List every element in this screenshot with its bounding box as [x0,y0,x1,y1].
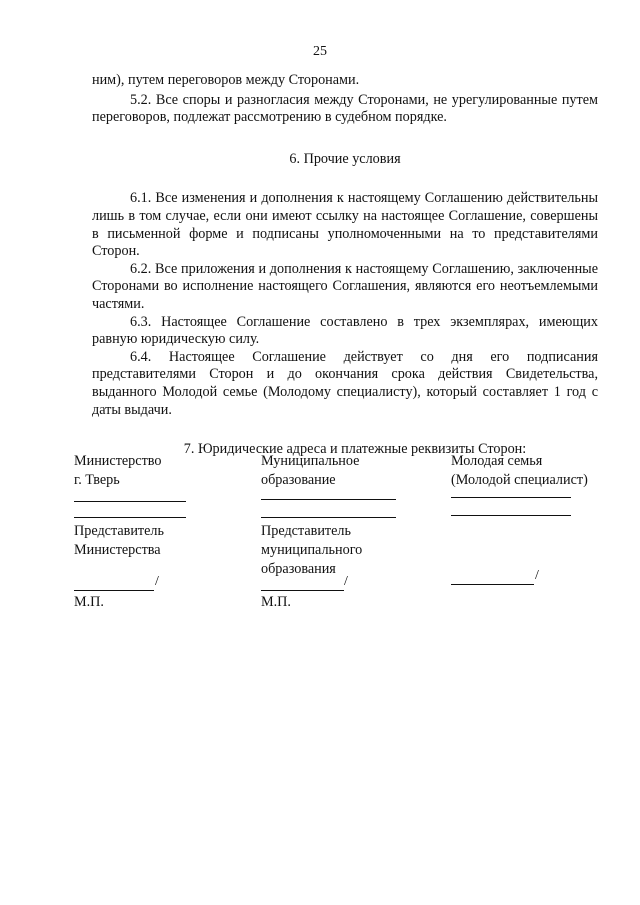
document-body [92,72,598,459]
family-requisites-line-2 [451,515,571,516]
ministry-rep-line1: Представитель [74,523,164,539]
paragraph-6-1: 6.1. Все изменения и дополнения к настоящему Соглашению действительны лишь в том случае, если они имеют ссылку на настоящее Соглашение, совершены в письменной форме и подписаны уполномоченными на то представителями Сторон. [92,190,598,260]
page-number: 25 [313,44,327,59]
section-6-heading: 6. Прочие условия [289,150,401,167]
paragraph-6-2: 6.2. Все приложения и дополнения к настоящему Соглашению, заключенные Сторонами во исполнение настоящего Соглашения, являются его неотъемлемыми частями. [92,260,598,312]
paragraph-5-1-tail: ним), путем переговоров между Сторонами. [92,72,360,88]
municipal-stamp: М.П. [261,594,291,610]
municipal-rep-line2: муниципального [261,542,363,558]
ministry-signature-slash: / [155,574,159,589]
ministry-signature-line [74,590,154,591]
ministry-rep-line2: Министерства [74,542,161,558]
municipal-rep-line3: образования [261,561,336,577]
family-name-line2: (Молодой специалист) [451,472,588,488]
municipal-representative [261,522,421,579]
ministry-stamp: М.П. [74,594,104,610]
section-7-heading: 7. Юридические адреса и платежные реквизиты Сторон: [183,441,527,458]
ministry-name-line1: Министерство [74,453,162,469]
municipal-signature-slash: / [344,574,348,589]
municipal-signature-line [261,590,344,591]
family-name [451,452,621,490]
municipal-name-line1: Муниципальное [261,453,360,469]
family-signature-slash: / [535,568,539,583]
ministry-name [74,452,224,490]
paragraph-6-3: 6.3. Настоящее Соглашение составлено в трех экземплярах, имеющих равную юридическую силу. [92,313,598,348]
municipal-name [261,452,421,490]
municipal-requisites-line-2 [261,517,396,518]
family-requisites-line-1 [451,497,571,498]
municipal-name-line2: образование [261,472,336,488]
family-name-line1: Молодая семья [451,453,543,469]
ministry-requisites-line-2 [74,517,186,518]
ministry-name-line2: г. Тверь [74,472,120,488]
paragraph-5-2: 5.2. Все споры и разногласия между Сторонами, не урегулированные путем переговоров, подлежат рассмотрению в судебном порядке. [92,91,598,126]
paragraph-6-4: 6.4. Настоящее Соглашение действует со дня его подписания представителями Сторон и до окончания срока действия Свидетельства, выданного Молодой семье (Молодому специалисту), который составляет 1 год с даты выдачи. [92,348,598,418]
family-signature-line [451,584,534,585]
municipal-rep-line1: Представитель [261,523,351,539]
ministry-representative [74,522,224,560]
municipal-requisites-line-1 [261,499,396,500]
ministry-requisites-line-1 [74,501,186,502]
